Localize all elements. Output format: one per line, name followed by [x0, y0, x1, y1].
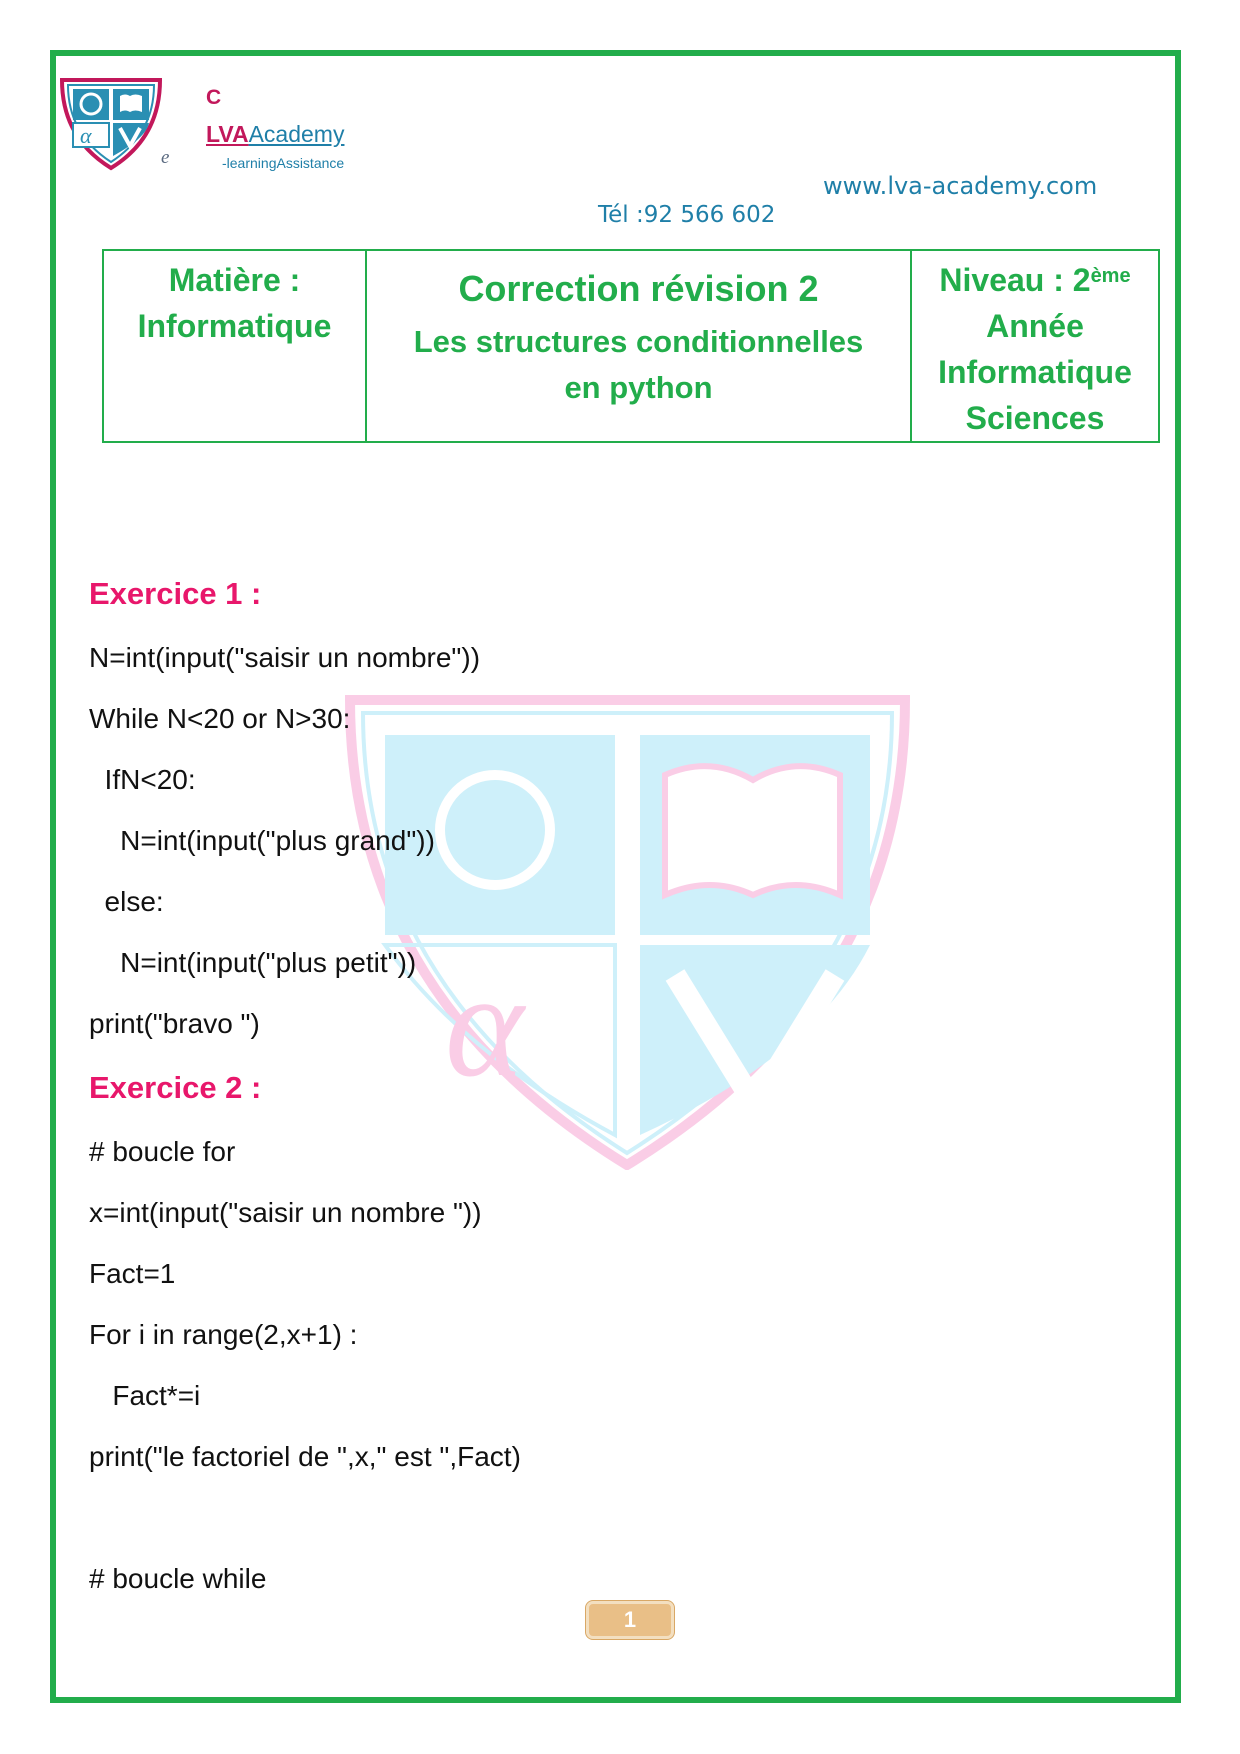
exercise-2-line-4: For i in range(2,x+1) : — [89, 1319, 358, 1350]
document-subtitle-line1: Les structures conditionnelles — [413, 324, 864, 359]
subject-label: Matière : — [168, 262, 301, 298]
level-line1 — [912, 257, 1158, 303]
document-title: Correction révision 2 — [458, 268, 819, 309]
level-label: Niveau : 2 — [939, 262, 1091, 298]
exercise-2-line-1: # boucle for — [89, 1136, 236, 1167]
exercise-1-line-1: N=int(input("saisir un nombre")) — [89, 642, 481, 673]
level-line4: Sciences — [965, 400, 1105, 436]
brand-name-academy: Academy — [248, 121, 345, 147]
lva-academy-logo — [58, 76, 164, 172]
title-cell — [366, 250, 911, 442]
svg-text:α: α — [80, 123, 92, 148]
exercise-1-line-7: print("bravo ") — [89, 1008, 260, 1039]
exercise-1-line-4: N=int(input("plus grand")) — [89, 825, 435, 856]
brand-tagline: -learningAssistance — [222, 155, 345, 171]
exercise-2-line-2: x=int(input("saisir un nombre ")) — [89, 1197, 482, 1228]
exercise-1-line-3: IfN<20: — [89, 764, 196, 795]
document-subtitle-line2: en python — [564, 370, 713, 405]
page-number-badge: 1 — [586, 1601, 674, 1639]
brand-letter-e: e — [161, 147, 170, 168]
exercise-2-line-8: # boucle while — [89, 1563, 267, 1594]
level-superscript: ème — [1090, 265, 1131, 287]
level-cell — [911, 250, 1159, 442]
brand-name-lva: LVA — [206, 121, 249, 147]
exercise-2-line-6: print("le factoriel de ",x," est ",Fact) — [89, 1441, 521, 1472]
header-table — [102, 249, 1160, 443]
exercise-2-line-5: Fact*=i — [89, 1380, 201, 1411]
svg-text:α: α — [445, 942, 524, 1108]
exercise-1-line-2: While N<20 or N>30: — [89, 703, 351, 734]
watermark-shield-icon — [345, 695, 910, 1170]
exercise-2-line-3: Fact=1 — [89, 1258, 176, 1289]
exercise-1-line-6: N=int(input("plus petit")) — [89, 947, 417, 978]
subject-value: Informatique — [137, 308, 332, 344]
level-line3: Informatique — [938, 354, 1132, 390]
exercise-1-title: Exercice 1 : — [89, 576, 262, 611]
phone-number: Tél :92 566 602 — [598, 202, 776, 228]
exercise-2-title: Exercice 2 : — [89, 1070, 262, 1105]
exercise-1-line-5: else: — [89, 886, 164, 917]
brand-name — [206, 121, 344, 148]
level-line2: Année — [986, 308, 1084, 344]
website-url: www.lva-academy.com — [823, 172, 1098, 200]
brand-letter-c: C — [206, 86, 222, 109]
subject-cell — [103, 250, 366, 442]
